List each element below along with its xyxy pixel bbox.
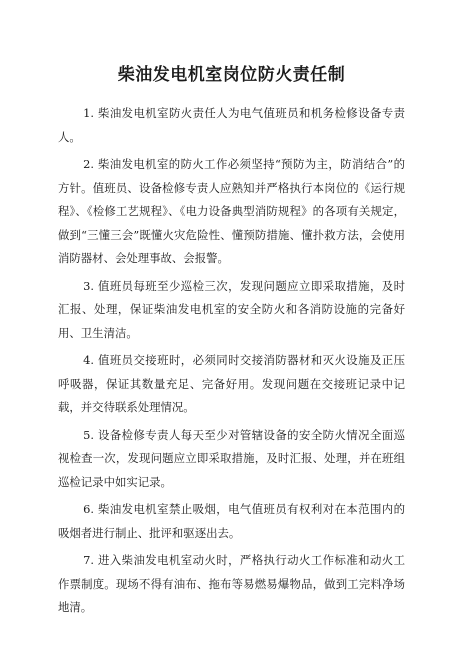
paragraph-2: 2. 柴油发电机室的防火工作必须坚持“预防为主，防消结合”的方针。值班员、设备检修专责人应熟知并严格执行本岗位的《运行规程》、《检修工艺规程》、《电力设备典型消防规程》的各项有关规定，做到“三懂三会”既懂火灾危险性、懂预防措施、懂扑救方法，会使用消防器材、会处理事故、会报警。: [58, 157, 405, 265]
paragraph-7: 7. 进入柴油发电机室动火时，严格执行动火工作标准和动火工作票制度。现场不得有油布、拖布等易燃易爆物品，做到工完料净场地清。: [58, 553, 405, 614]
paragraph-1: 1. 柴油发电机室防火责任人为电气值班员和机务检修设备专责人。: [58, 106, 405, 144]
paragraph-5: 5. 设备检修专责人每天至少对管辖设备的安全防火情况全面巡视检查一次，发现问题应立即采取措施，及时汇报、处理，并在班组巡检记录中如实记录。: [58, 427, 405, 489]
document-title: 柴油发电机室岗位防火责任制: [117, 65, 346, 85]
document-body: [58, 102, 405, 620]
paragraph-4: 4. 值班员交接班时，必须同时交接消防器材和灭火设施及正压呼吸器，保证其数量充足、完备好用。发现问题在交接班记录中记载，并交待联系处理情况。: [58, 353, 405, 414]
paragraph-6: 6. 柴油发电机室禁止吸烟，电气值班员有权利对在本范围内的吸烟者进行制止、批评和驱逐出去。: [58, 502, 405, 540]
paragraph-3: 3. 值班员每班至少巡检三次，发现问题应立即采取措施，及时汇报、处理，保证柴油发电机室的安全防火和各消防设施的完备好用、卫生清洁。: [58, 278, 405, 340]
